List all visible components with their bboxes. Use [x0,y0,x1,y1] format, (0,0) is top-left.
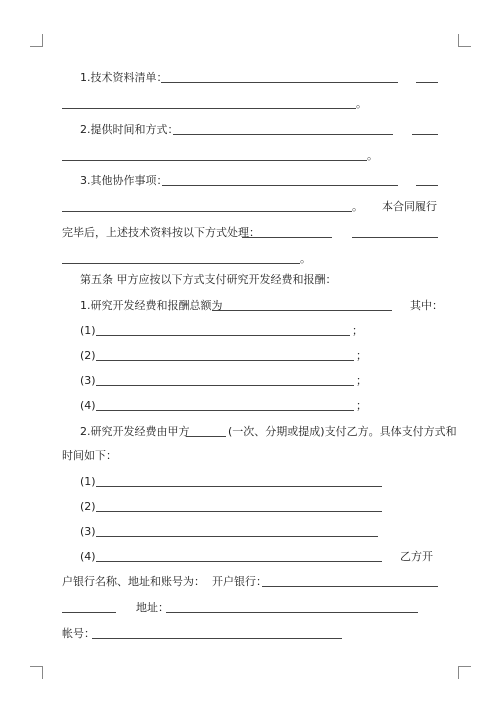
after-completion-text: 完毕后，上述技术资料按以下方式处理： [62,226,260,239]
blank [96,360,354,361]
sub-item-number: (2) [80,349,96,362]
item3-line [0,173,500,189]
item1-label: 1.技术资料清单： [80,71,168,84]
item3-label: 3.其他协作事项： [80,174,168,187]
sub-item-number: (2) [80,500,96,513]
after-completion-continuation [0,251,500,267]
payment-method-line [0,424,500,440]
blank [62,211,352,212]
blank [96,536,378,537]
address-line [0,600,500,616]
period-mark: 。 [367,149,378,162]
schedule-line [0,499,500,515]
sub-item-line [0,398,500,414]
semicolon-mark: ； [356,399,367,412]
total-fee-line [0,298,500,314]
bank-info-label: 户银行名称、地址和账号为： [62,575,205,588]
party-b-open-text: 乙方开 [400,550,433,563]
bank-info-line [0,574,500,590]
account-line [0,626,500,642]
contract-performed-text: 本合同履行 [382,200,437,213]
sub-item-line [0,373,500,389]
sub-item-number: (1) [80,475,96,488]
sub-item-line [0,348,500,364]
period-mark: 。 [356,97,367,110]
blank [416,185,438,186]
blank [96,335,350,336]
item1-line [0,70,500,86]
payment-mid: (一次、分期或提成)支付乙方。具体支付方式和 [228,425,457,438]
address-label: 地址： [136,601,169,614]
blank [96,561,382,562]
payment-prefix: 2.研究开发经费由甲方 [80,425,190,438]
item2-line [0,122,500,138]
schedule-line [0,549,500,565]
among-label: 其中： [410,299,443,312]
item1-continuation [0,96,500,112]
blank [96,410,354,411]
blank [186,436,226,437]
period-mark: 。 [352,200,363,213]
blank [96,486,382,487]
blank [96,385,354,386]
semicolon-mark: ； [352,324,363,337]
crop-mark-bottom-left [30,666,43,679]
blank [352,237,438,238]
blank [62,160,367,161]
after-completion-line [0,225,500,241]
article5-title: 第五条 甲方应按以下方式支付研究开发经费和报酬： [80,273,337,286]
blank [62,108,356,109]
blank [262,586,438,587]
blank [62,612,116,613]
account-label: 帐号： [62,627,95,640]
crop-mark-top-left [30,34,43,47]
time-as-follows: 时间如下： [62,449,117,462]
blank [242,237,332,238]
blank [166,612,418,613]
sub-item-number: (4) [80,550,96,563]
blank [96,511,382,512]
bank-label: 开户银行： [212,575,267,588]
sub-item-number: (3) [80,525,96,538]
sub-item-number: (4) [80,399,96,412]
crop-mark-bottom-right [458,666,471,679]
semicolon-mark: ； [356,374,367,387]
article5-line [0,272,500,288]
blank [173,134,393,135]
schedule-line [0,474,500,490]
total-fee-label: 1.研究开发经费和报酬总额为 [80,299,223,312]
item2-label: 2.提供时间和方式： [80,123,179,136]
schedule-line [0,524,500,540]
item3-continuation [0,199,500,215]
semicolon-mark: ； [356,349,367,362]
sub-item-line [0,323,500,339]
time-as-follows-line [0,448,500,464]
sub-item-number: (3) [80,374,96,387]
blank [416,82,438,83]
blank [162,185,398,186]
blank [161,82,398,83]
blank [62,263,300,264]
crop-mark-top-right [458,34,471,47]
period-mark: 。 [300,252,311,265]
blank [412,134,438,135]
item2-continuation [0,148,500,164]
blank [92,638,342,639]
sub-item-number: (1) [80,324,96,337]
blank [212,310,392,311]
